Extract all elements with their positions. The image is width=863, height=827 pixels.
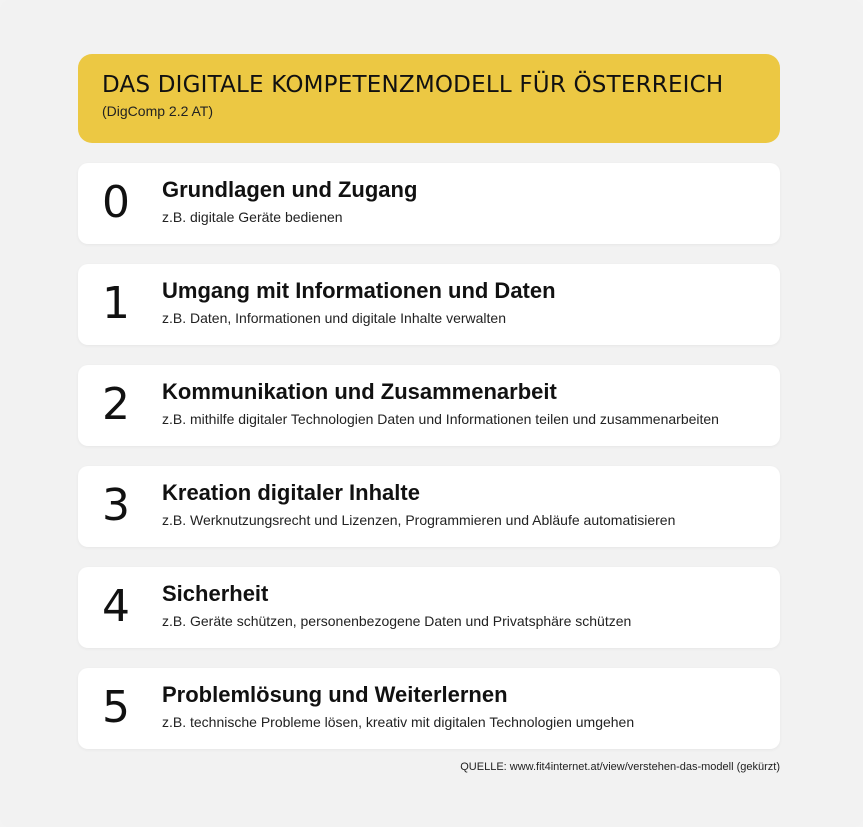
competence-card-2 bbox=[78, 365, 780, 446]
page-subtitle: (DigComp 2.2 AT) bbox=[102, 103, 213, 119]
competence-card-0 bbox=[78, 163, 780, 244]
competence-title: Sicherheit bbox=[162, 581, 269, 606]
competence-title: Kreation digitaler Inhalte bbox=[162, 480, 420, 505]
competence-number: 0 bbox=[102, 177, 130, 228]
competence-card-4 bbox=[78, 567, 780, 648]
competence-title: Grundlagen und Zugang bbox=[162, 177, 418, 202]
competence-number: 2 bbox=[102, 379, 130, 430]
competence-card-1 bbox=[78, 264, 780, 345]
source-note: QUELLE: www.fit4internet.at/view/verstehen-das-modell (gekürzt) bbox=[460, 761, 780, 773]
competence-number: 3 bbox=[102, 480, 130, 531]
competence-description: z.B. digitale Geräte bedienen bbox=[162, 209, 343, 225]
competence-description: z.B. Daten, Informationen und digitale Inhalte verwalten bbox=[162, 310, 506, 326]
competence-card-3 bbox=[78, 466, 780, 547]
competence-description: z.B. mithilfe digitaler Technologien Daten und Informationen teilen und zusammenarbeiten bbox=[162, 411, 719, 427]
competence-description: z.B. Geräte schützen, personenbezogene Daten und Privatsphäre schützen bbox=[162, 613, 632, 629]
competence-number: 1 bbox=[102, 278, 130, 329]
competence-number: 5 bbox=[102, 682, 130, 733]
competence-description: z.B. Werknutzungsrecht und Lizenzen, Programmieren und Abläufe automatisieren bbox=[162, 512, 676, 528]
competence-title: Problemlösung und Weiterlernen bbox=[162, 682, 508, 707]
header-banner bbox=[78, 54, 780, 143]
competence-title: Kommunikation und Zusammenarbeit bbox=[162, 379, 557, 404]
page-title: DAS DIGITALE KOMPETENZMODELL FÜR ÖSTERREICH bbox=[102, 72, 724, 98]
competence-card-5 bbox=[78, 668, 780, 749]
competence-description: z.B. technische Probleme lösen, kreativ mit digitalen Technologien umgehen bbox=[162, 714, 635, 730]
competence-number: 4 bbox=[102, 581, 130, 632]
competence-title: Umgang mit Informationen und Daten bbox=[162, 278, 556, 303]
